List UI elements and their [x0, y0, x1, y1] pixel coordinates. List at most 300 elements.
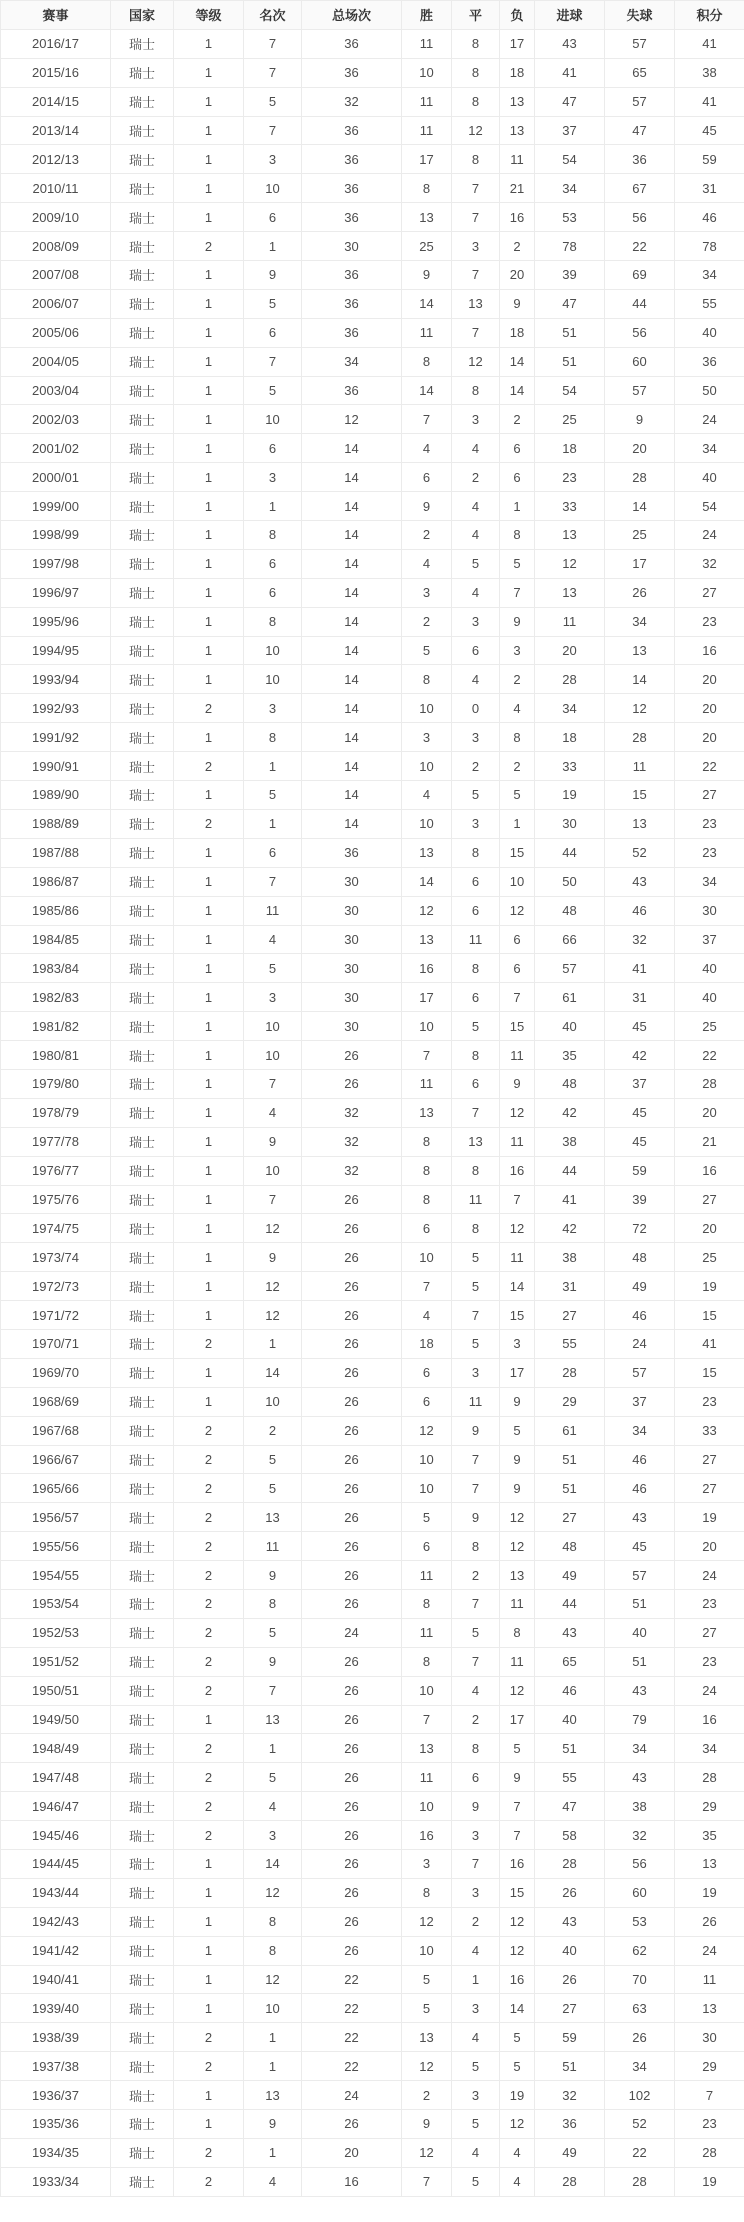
table-cell: 1 — [174, 347, 244, 376]
table-cell: 5 — [500, 1734, 535, 1763]
table-cell: 瑞士 — [111, 1792, 174, 1821]
table-cell: 51 — [535, 1445, 605, 1474]
table-cell: 瑞士 — [111, 1098, 174, 1127]
table-cell: 14 — [302, 463, 402, 492]
table-cell: 6 — [452, 1069, 500, 1098]
table-cell: 8 — [452, 58, 500, 87]
table-cell: 40 — [605, 1618, 675, 1647]
table-row — [1, 1676, 744, 1705]
table-cell: 7 — [244, 1676, 302, 1705]
table-cell: 1 — [244, 2023, 302, 2052]
table-cell: 5 — [452, 1272, 500, 1301]
table-cell: 1 — [174, 492, 244, 521]
season-cell: 1987/88 — [1, 838, 111, 867]
table-cell: 4 — [244, 2167, 302, 2196]
table-cell: 7 — [244, 1069, 302, 1098]
table-cell: 26 — [302, 1185, 402, 1214]
table-cell: 14 — [302, 492, 402, 521]
table-cell: 26 — [302, 1561, 402, 1590]
table-cell: 12 — [402, 896, 452, 925]
table-cell: 20 — [675, 1098, 744, 1127]
table-cell: 瑞士 — [111, 1503, 174, 1532]
season-cell: 1996/97 — [1, 578, 111, 607]
table-cell: 40 — [675, 954, 744, 983]
table-cell: 48 — [535, 896, 605, 925]
table-cell: 57 — [605, 1561, 675, 1590]
table-cell: 50 — [675, 376, 744, 405]
table-cell: 27 — [675, 1474, 744, 1503]
table-cell: 51 — [535, 318, 605, 347]
table-cell: 2 — [174, 1329, 244, 1358]
table-cell: 19 — [675, 2167, 744, 2196]
table-cell: 1 — [174, 1994, 244, 2023]
table-cell: 11 — [500, 1243, 535, 1272]
season-cell: 1980/81 — [1, 1041, 111, 1070]
table-cell: 52 — [605, 2110, 675, 2139]
table-cell: 48 — [535, 1069, 605, 1098]
table-cell: 8 — [244, 1936, 302, 1965]
table-cell: 36 — [675, 347, 744, 376]
table-cell: 6 — [500, 954, 535, 983]
table-cell: 瑞士 — [111, 1561, 174, 1590]
table-cell: 27 — [535, 1994, 605, 2023]
table-cell: 8 — [244, 723, 302, 752]
table-cell: 58 — [535, 1821, 605, 1850]
table-cell: 1 — [244, 2138, 302, 2167]
table-cell: 72 — [605, 1214, 675, 1243]
table-cell: 63 — [605, 1994, 675, 2023]
table-cell: 23 — [675, 1387, 744, 1416]
table-cell: 瑞士 — [111, 1647, 174, 1676]
table-cell: 12 — [500, 1098, 535, 1127]
table-cell: 4 — [402, 434, 452, 463]
table-row — [1, 1792, 744, 1821]
season-cell: 1983/84 — [1, 954, 111, 983]
table-cell: 48 — [535, 1532, 605, 1561]
table-cell: 53 — [535, 203, 605, 232]
table-row — [1, 1069, 744, 1098]
table-cell: 1 — [174, 434, 244, 463]
table-cell: 13 — [402, 1098, 452, 1127]
table-cell: 28 — [675, 2138, 744, 2167]
table-row — [1, 549, 744, 578]
table-cell: 27 — [675, 578, 744, 607]
season-cell: 2013/14 — [1, 116, 111, 145]
season-cell: 1975/76 — [1, 1185, 111, 1214]
table-cell: 51 — [535, 347, 605, 376]
table-cell: 瑞士 — [111, 954, 174, 983]
table-cell: 20 — [675, 665, 744, 694]
table-cell: 61 — [535, 983, 605, 1012]
table-row — [1, 1416, 744, 1445]
season-cell: 2004/05 — [1, 347, 111, 376]
table-cell: 44 — [535, 1156, 605, 1185]
table-cell: 13 — [402, 838, 452, 867]
table-cell: 19 — [675, 1878, 744, 1907]
table-cell: 5 — [244, 1445, 302, 1474]
table-header — [1, 1, 744, 30]
table-cell: 10 — [402, 1676, 452, 1705]
table-row — [1, 87, 744, 116]
table-cell: 2 — [500, 232, 535, 261]
table-cell: 26 — [302, 1503, 402, 1532]
table-row — [1, 521, 744, 550]
table-row — [1, 1445, 744, 1474]
table-cell: 23 — [675, 2110, 744, 2139]
season-cell: 1973/74 — [1, 1243, 111, 1272]
table-cell: 1 — [174, 1705, 244, 1734]
table-cell: 1 — [174, 1127, 244, 1156]
table-cell: 瑞士 — [111, 1185, 174, 1214]
table-row — [1, 116, 744, 145]
table-cell: 13 — [244, 1503, 302, 1532]
table-cell: 22 — [302, 2023, 402, 2052]
table-cell: 1 — [244, 1329, 302, 1358]
table-cell: 1 — [174, 781, 244, 810]
table-cell: 5 — [402, 1994, 452, 2023]
table-cell: 7 — [452, 318, 500, 347]
table-cell: 28 — [605, 2167, 675, 2196]
table-cell: 7 — [500, 578, 535, 607]
table-cell: 4 — [452, 578, 500, 607]
table-cell: 30 — [535, 809, 605, 838]
table-cell: 57 — [535, 954, 605, 983]
table-cell: 5 — [244, 1618, 302, 1647]
table-cell: 21 — [675, 1127, 744, 1156]
table-cell: 11 — [452, 925, 500, 954]
table-cell: 15 — [500, 1012, 535, 1041]
table-cell: 43 — [535, 29, 605, 58]
table-cell: 26 — [302, 1358, 402, 1387]
table-cell: 17 — [402, 145, 452, 174]
table-row — [1, 347, 744, 376]
table-row — [1, 232, 744, 261]
table-cell: 瑞士 — [111, 694, 174, 723]
season-cell: 2002/03 — [1, 405, 111, 434]
table-cell: 7 — [500, 1821, 535, 1850]
table-cell: 55 — [535, 1329, 605, 1358]
table-row — [1, 1041, 744, 1070]
table-cell: 38 — [605, 1792, 675, 1821]
table-cell: 8 — [452, 1214, 500, 1243]
table-cell: 瑞士 — [111, 1994, 174, 2023]
table-cell: 67 — [605, 174, 675, 203]
table-cell: 9 — [500, 1387, 535, 1416]
table-cell: 4 — [244, 925, 302, 954]
table-cell: 2 — [174, 2052, 244, 2081]
table-cell: 瑞士 — [111, 2167, 174, 2196]
table-row — [1, 289, 744, 318]
table-cell: 7 — [452, 203, 500, 232]
season-cell: 1997/98 — [1, 549, 111, 578]
table-cell: 13 — [675, 1994, 744, 2023]
table-cell: 34 — [605, 1416, 675, 1445]
season-cell: 1955/56 — [1, 1532, 111, 1561]
table-cell: 32 — [302, 1127, 402, 1156]
season-cell: 2007/08 — [1, 261, 111, 290]
season-cell: 1995/96 — [1, 607, 111, 636]
table-cell: 瑞士 — [111, 2110, 174, 2139]
table-cell: 36 — [302, 203, 402, 232]
table-cell: 4 — [452, 492, 500, 521]
season-cell: 1954/55 — [1, 1561, 111, 1590]
table-cell: 4 — [452, 434, 500, 463]
table-cell: 9 — [500, 1445, 535, 1474]
table-cell: 3 — [244, 983, 302, 1012]
table-cell: 40 — [675, 463, 744, 492]
table-cell: 12 — [402, 1907, 452, 1936]
table-cell: 26 — [302, 1243, 402, 1272]
table-cell: 7 — [452, 1474, 500, 1503]
table-cell: 46 — [535, 1676, 605, 1705]
table-cell: 8 — [452, 29, 500, 58]
table-cell: 22 — [675, 1041, 744, 1070]
table-cell: 瑞士 — [111, 781, 174, 810]
table-cell: 2 — [174, 1676, 244, 1705]
table-cell: 7 — [500, 1185, 535, 1214]
season-cell: 1948/49 — [1, 1734, 111, 1763]
table-row — [1, 1994, 744, 2023]
table-cell: 12 — [500, 1532, 535, 1561]
table-cell: 41 — [675, 1329, 744, 1358]
table-cell: 26 — [535, 1965, 605, 1994]
table-cell: 30 — [302, 983, 402, 1012]
table-cell: 32 — [535, 2081, 605, 2110]
table-cell: 6 — [244, 838, 302, 867]
table-cell: 7 — [244, 58, 302, 87]
table-row — [1, 1503, 744, 1532]
table-cell: 瑞士 — [111, 1243, 174, 1272]
table-cell: 66 — [535, 925, 605, 954]
table-cell: 9 — [500, 607, 535, 636]
table-cell: 瑞士 — [111, 665, 174, 694]
table-row — [1, 463, 744, 492]
table-cell: 26 — [302, 1850, 402, 1879]
table-cell: 2 — [174, 1647, 244, 1676]
table-cell: 5 — [500, 2023, 535, 2052]
season-cell: 1965/66 — [1, 1474, 111, 1503]
table-row — [1, 1878, 744, 1907]
table-cell: 2 — [500, 665, 535, 694]
season-cell: 1978/79 — [1, 1098, 111, 1127]
table-cell: 38 — [535, 1243, 605, 1272]
table-cell: 5 — [244, 376, 302, 405]
table-cell: 43 — [605, 1763, 675, 1792]
table-cell: 瑞士 — [111, 58, 174, 87]
table-cell: 43 — [605, 867, 675, 896]
column-header: 名次 — [244, 1, 302, 30]
table-cell: 7 — [675, 2081, 744, 2110]
table-cell: 15 — [500, 838, 535, 867]
table-cell: 瑞士 — [111, 376, 174, 405]
table-cell: 1 — [174, 1301, 244, 1330]
table-cell: 5 — [244, 954, 302, 983]
table-cell: 9 — [244, 2110, 302, 2139]
table-cell: 46 — [605, 1474, 675, 1503]
table-cell: 20 — [675, 723, 744, 752]
header-row — [1, 1, 744, 30]
season-cell: 2010/11 — [1, 174, 111, 203]
table-cell: 14 — [302, 636, 402, 665]
table-cell: 10 — [244, 1012, 302, 1041]
table-cell: 2 — [452, 752, 500, 781]
table-cell: 26 — [302, 2110, 402, 2139]
table-cell: 11 — [500, 145, 535, 174]
table-cell: 14 — [302, 434, 402, 463]
table-cell: 1 — [174, 318, 244, 347]
season-cell: 1946/47 — [1, 1792, 111, 1821]
table-cell: 57 — [605, 29, 675, 58]
table-cell: 9 — [452, 1503, 500, 1532]
table-cell: 18 — [402, 1329, 452, 1358]
table-cell: 24 — [302, 2081, 402, 2110]
table-cell: 4 — [402, 549, 452, 578]
table-cell: 22 — [302, 1994, 402, 2023]
table-cell: 10 — [402, 1792, 452, 1821]
season-cell: 1944/45 — [1, 1850, 111, 1879]
table-cell: 6 — [244, 434, 302, 463]
table-row — [1, 174, 744, 203]
table-row — [1, 376, 744, 405]
table-cell: 24 — [302, 1618, 402, 1647]
table-cell: 瑞士 — [111, 578, 174, 607]
table-cell: 27 — [535, 1503, 605, 1532]
table-cell: 33 — [535, 752, 605, 781]
table-cell: 16 — [500, 203, 535, 232]
table-row — [1, 1127, 744, 1156]
table-cell: 57 — [605, 376, 675, 405]
table-cell: 9 — [500, 289, 535, 318]
table-cell: 6 — [402, 1214, 452, 1243]
table-cell: 14 — [605, 665, 675, 694]
table-row — [1, 405, 744, 434]
table-cell: 36 — [302, 145, 402, 174]
table-cell: 61 — [535, 1416, 605, 1445]
table-cell: 瑞士 — [111, 1676, 174, 1705]
table-cell: 52 — [605, 838, 675, 867]
table-row — [1, 145, 744, 174]
season-cell: 1994/95 — [1, 636, 111, 665]
table-cell: 13 — [402, 2023, 452, 2052]
table-cell: 13 — [500, 87, 535, 116]
table-cell: 3 — [452, 2081, 500, 2110]
table-cell: 19 — [675, 1503, 744, 1532]
table-cell: 24 — [675, 1676, 744, 1705]
table-row — [1, 1474, 744, 1503]
table-cell: 32 — [675, 549, 744, 578]
table-cell: 42 — [535, 1098, 605, 1127]
table-row — [1, 1532, 744, 1561]
table-cell: 2 — [174, 809, 244, 838]
table-cell: 36 — [302, 174, 402, 203]
season-cell: 2005/06 — [1, 318, 111, 347]
table-cell: 9 — [402, 492, 452, 521]
table-cell: 瑞士 — [111, 1445, 174, 1474]
table-cell: 27 — [675, 781, 744, 810]
table-cell: 5 — [402, 1965, 452, 1994]
table-cell: 11 — [452, 1185, 500, 1214]
table-cell: 20 — [675, 694, 744, 723]
season-cell: 1986/87 — [1, 867, 111, 896]
table-cell: 5 — [452, 2052, 500, 2081]
table-cell: 43 — [535, 1907, 605, 1936]
table-cell: 8 — [452, 1156, 500, 1185]
table-cell: 7 — [452, 261, 500, 290]
table-cell: 36 — [302, 289, 402, 318]
table-cell: 瑞士 — [111, 1821, 174, 1850]
table-cell: 5 — [452, 781, 500, 810]
table-cell: 12 — [452, 116, 500, 145]
table-cell: 瑞士 — [111, 1850, 174, 1879]
table-cell: 36 — [302, 29, 402, 58]
table-cell: 44 — [535, 1589, 605, 1618]
table-cell: 14 — [402, 867, 452, 896]
table-cell: 8 — [244, 521, 302, 550]
table-cell: 45 — [605, 1532, 675, 1561]
season-cell: 1951/52 — [1, 1647, 111, 1676]
table-row — [1, 1358, 744, 1387]
table-cell: 32 — [302, 1098, 402, 1127]
table-cell: 10 — [244, 636, 302, 665]
table-cell: 瑞士 — [111, 607, 174, 636]
table-row — [1, 954, 744, 983]
table-cell: 49 — [535, 2138, 605, 2167]
table-row — [1, 1387, 744, 1416]
table-cell: 13 — [402, 203, 452, 232]
table-cell: 13 — [605, 809, 675, 838]
table-cell: 22 — [605, 2138, 675, 2167]
table-cell: 17 — [500, 1705, 535, 1734]
table-cell: 70 — [605, 1965, 675, 1994]
table-cell: 13 — [535, 578, 605, 607]
table-cell: 11 — [244, 1532, 302, 1561]
table-cell: 12 — [244, 1272, 302, 1301]
table-cell: 7 — [402, 1272, 452, 1301]
season-cell: 1990/91 — [1, 752, 111, 781]
season-cell: 2001/02 — [1, 434, 111, 463]
season-cell: 1967/68 — [1, 1416, 111, 1445]
table-cell: 5 — [244, 1763, 302, 1792]
table-cell: 25 — [402, 232, 452, 261]
table-cell: 2 — [244, 1416, 302, 1445]
table-cell: 11 — [675, 1965, 744, 1994]
table-cell: 65 — [605, 58, 675, 87]
column-header: 总场次 — [302, 1, 402, 30]
table-cell: 4 — [452, 665, 500, 694]
table-cell: 6 — [500, 925, 535, 954]
table-cell: 4 — [500, 2167, 535, 2196]
table-cell: 26 — [302, 1301, 402, 1330]
table-row — [1, 2167, 744, 2196]
season-cell: 1947/48 — [1, 1763, 111, 1792]
table-cell: 25 — [535, 405, 605, 434]
table-row — [1, 2023, 744, 2052]
table-cell: 30 — [302, 232, 402, 261]
table-cell: 13 — [244, 1705, 302, 1734]
table-cell: 2 — [452, 463, 500, 492]
table-cell: 9 — [402, 261, 452, 290]
table-cell: 8 — [244, 607, 302, 636]
table-row — [1, 1965, 744, 1994]
season-cell: 1974/75 — [1, 1214, 111, 1243]
table-cell: 51 — [605, 1647, 675, 1676]
table-cell: 24 — [675, 1561, 744, 1590]
table-cell: 1 — [174, 578, 244, 607]
table-row — [1, 261, 744, 290]
table-cell: 20 — [675, 1214, 744, 1243]
table-cell: 47 — [605, 116, 675, 145]
table-cell: 14 — [302, 694, 402, 723]
